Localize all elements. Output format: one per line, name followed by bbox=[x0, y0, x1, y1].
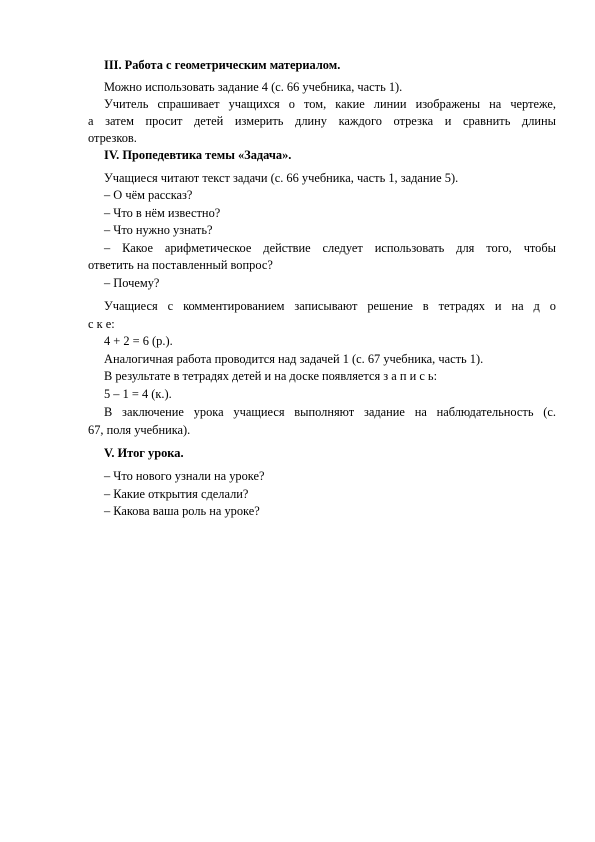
equation: 5 – 1 = 4 (к.). bbox=[104, 387, 172, 401]
section-heading-3: III. Работа с геометрическим материалом. bbox=[104, 58, 341, 72]
question-item: – Почему? bbox=[104, 276, 160, 290]
section-heading-4: IV. Пропедевтика темы «Задача». bbox=[104, 148, 292, 162]
question-item: – Какова ваша роль на уроке? bbox=[104, 504, 260, 518]
paragraph-line: Учащиеся с комментированием записывают решение в тетрадях и на д о bbox=[104, 299, 556, 313]
paragraph-line: 67, поля учебника). bbox=[88, 423, 191, 437]
question-item: – О чём рассказ? bbox=[104, 188, 193, 202]
paragraph: Учащиеся читают текст задачи (с. 66 учебника, часть 1, задание 5). bbox=[104, 171, 459, 185]
paragraph-line: Учитель спрашивает учащихся о том, какие линии изображены на чертеже, bbox=[104, 97, 556, 111]
question-item-continued: ответить на поставленный вопрос? bbox=[88, 258, 273, 272]
paragraph-line: отрезков. bbox=[88, 131, 137, 145]
question-item: – Что в нём известно? bbox=[104, 206, 221, 220]
paragraph-line: В заключение урока учащиеся выполняют задание на наблюдательность (с. bbox=[104, 405, 556, 419]
paragraph: В результате в тетрадях детей и на доске появляется з а п и с ь: bbox=[104, 369, 438, 383]
paragraph: Аналогичная работа проводится над задачей 1 (с. 67 учебника, часть 1). bbox=[104, 352, 484, 366]
question-item: – Какие открытия сделали? bbox=[104, 487, 249, 501]
question-item: – Что нужно узнать? bbox=[104, 223, 213, 237]
paragraph: Можно использовать задание 4 (с. 66 учебника, часть 1). bbox=[104, 80, 403, 94]
question-item: – Что нового узнали на уроке? bbox=[104, 469, 265, 483]
equation: 4 + 2 = 6 (р.). bbox=[104, 334, 173, 348]
paragraph-line: а затем просит детей измерить длину каждого отрезка и сравнить длины bbox=[88, 114, 556, 128]
section-heading-5: V. Итог урока. bbox=[104, 446, 184, 460]
question-item: – Какое арифметическое действие следует использовать для того, чтобы bbox=[104, 241, 556, 255]
paragraph-line: с к е: bbox=[88, 317, 115, 331]
